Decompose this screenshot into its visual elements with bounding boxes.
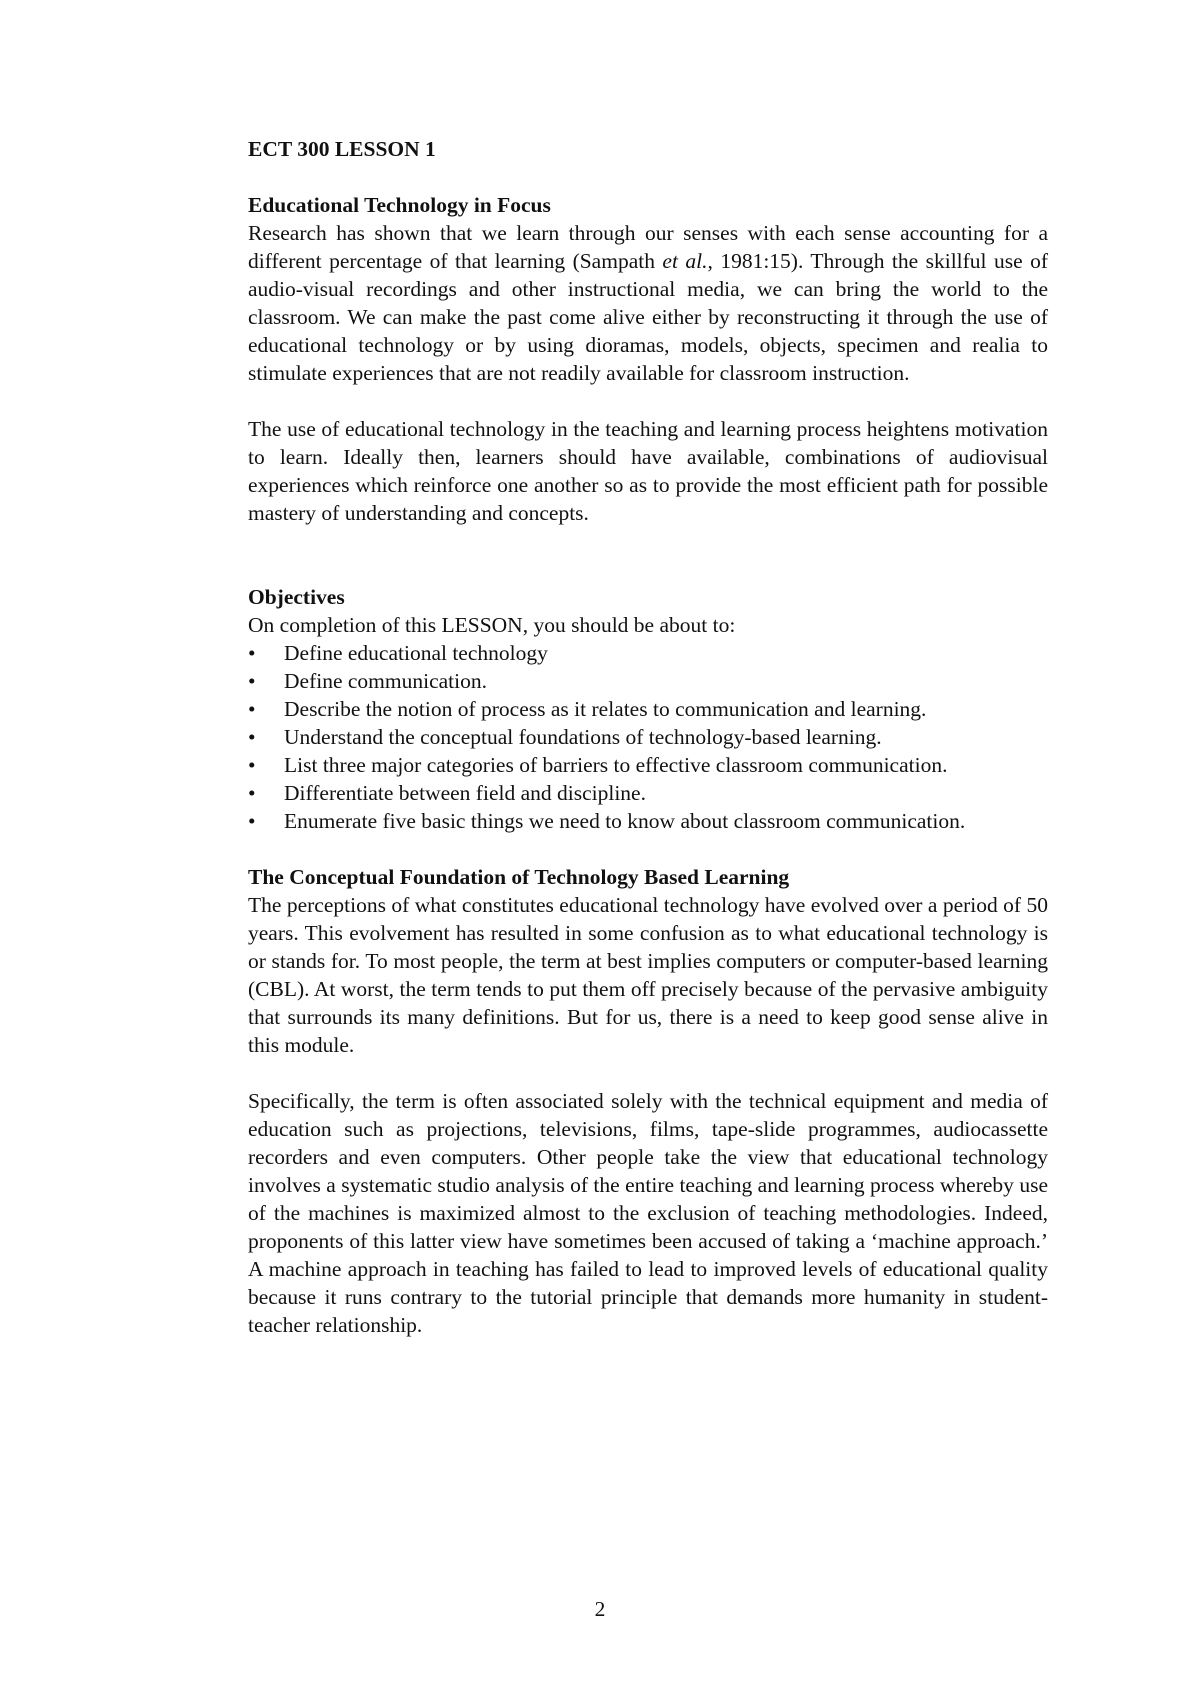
- bullet-icon: •: [248, 669, 256, 693]
- lesson-title: ECT 300 LESSON 1: [248, 137, 436, 161]
- bullet-icon: •: [248, 809, 256, 833]
- objectives-list: [248, 639, 1048, 835]
- list-item-text: Define educational technology: [284, 641, 548, 665]
- list-item: [248, 695, 1048, 723]
- list-item-text: Enumerate five basic things we need to know about classroom communication.: [284, 809, 966, 833]
- section-heading-focus: Educational Technology in Focus: [248, 193, 551, 217]
- paragraph-focus-1-text-a: Research has shown that we learn through our senses with each sense accounting for a different percentage of that learning (Sampath: [248, 221, 1048, 273]
- list-item-text: Describe the notion of process as it relates to communication and learning.: [284, 697, 927, 721]
- list-item: [248, 667, 1048, 695]
- list-item: [248, 723, 1048, 751]
- list-item: [248, 807, 1048, 835]
- list-item: [248, 779, 1048, 807]
- section-heading-objectives: Objectives: [248, 585, 345, 609]
- paragraph-focus-2: The use of educational technology in the teaching and learning process heightens motivation to learn. Ideally then, learners should have available, combinations of audiovisual experiences which reinforce one another so as to provide the most efficient path for possible mastery of understanding and concepts.: [248, 417, 1048, 525]
- paragraph-focus-1: [248, 219, 1048, 387]
- list-item-text: Define communication.: [284, 669, 487, 693]
- list-item: [248, 751, 1048, 779]
- list-item-text: List three major categories of barriers to effective classroom communication.: [284, 753, 948, 777]
- paragraph-focus-1-text-b: , 1981:15). Through the skillful use of audio-visual recordings and other instructional media, we can bring the world to the classroom. We can make the past come alive either by reconstructing it through the use of educational technology or by using dioramas, models, objects, specimen and realia to stimulate experiences that are not readily available for classroom instruction.: [248, 249, 1048, 385]
- bullet-icon: •: [248, 753, 256, 777]
- list-item-text: Understand the conceptual foundations of technology-based learning.: [284, 725, 882, 749]
- list-item-text: Differentiate between field and discipline.: [284, 781, 646, 805]
- objectives-intro: On completion of this LESSON, you should be about to:: [248, 613, 736, 637]
- bullet-icon: •: [248, 641, 256, 665]
- document-page: [248, 135, 1048, 1339]
- list-item: [248, 639, 1048, 667]
- paragraph-foundation-1: The perceptions of what constitutes educational technology have evolved over a period of 50 years. This evolvement has resulted in some confusion as to what educational technology is or stands for. To most people, the term at best implies computers or computer-based learning (CBL). At worst, the term tends to put them off precisely because of the pervasive ambiguity that surrounds its many definitions. But for us, there is a need to keep good sense alive in this module.: [248, 893, 1048, 1057]
- page-number: 2: [594, 1597, 606, 1621]
- bullet-icon: •: [248, 697, 256, 721]
- bullet-icon: •: [248, 781, 256, 805]
- section-heading-conceptual-foundation: The Conceptual Foundation of Technology Based Learning: [248, 865, 790, 889]
- bullet-icon: •: [248, 725, 256, 749]
- paragraph-foundation-2: Specifically, the term is often associated solely with the technical equipment and media of education such as projections, televisions, films, tape-slide programmes, audiocassette recorders and even computers. Other people take the view that educational technology involves a systematic studio analysis of the entire teaching and learning process whereby use of the machines is maximized almost to the exclusion of teaching methodologies. Indeed, proponents of this latter view have sometimes been accused of taking a ‘machine approach.’ A machine approach in teaching has failed to lead to improved levels of educational quality because it runs contrary to the tutorial principle that demands more humanity in student-teacher relationship.: [248, 1089, 1048, 1337]
- citation-et-al: et al.: [662, 249, 708, 273]
